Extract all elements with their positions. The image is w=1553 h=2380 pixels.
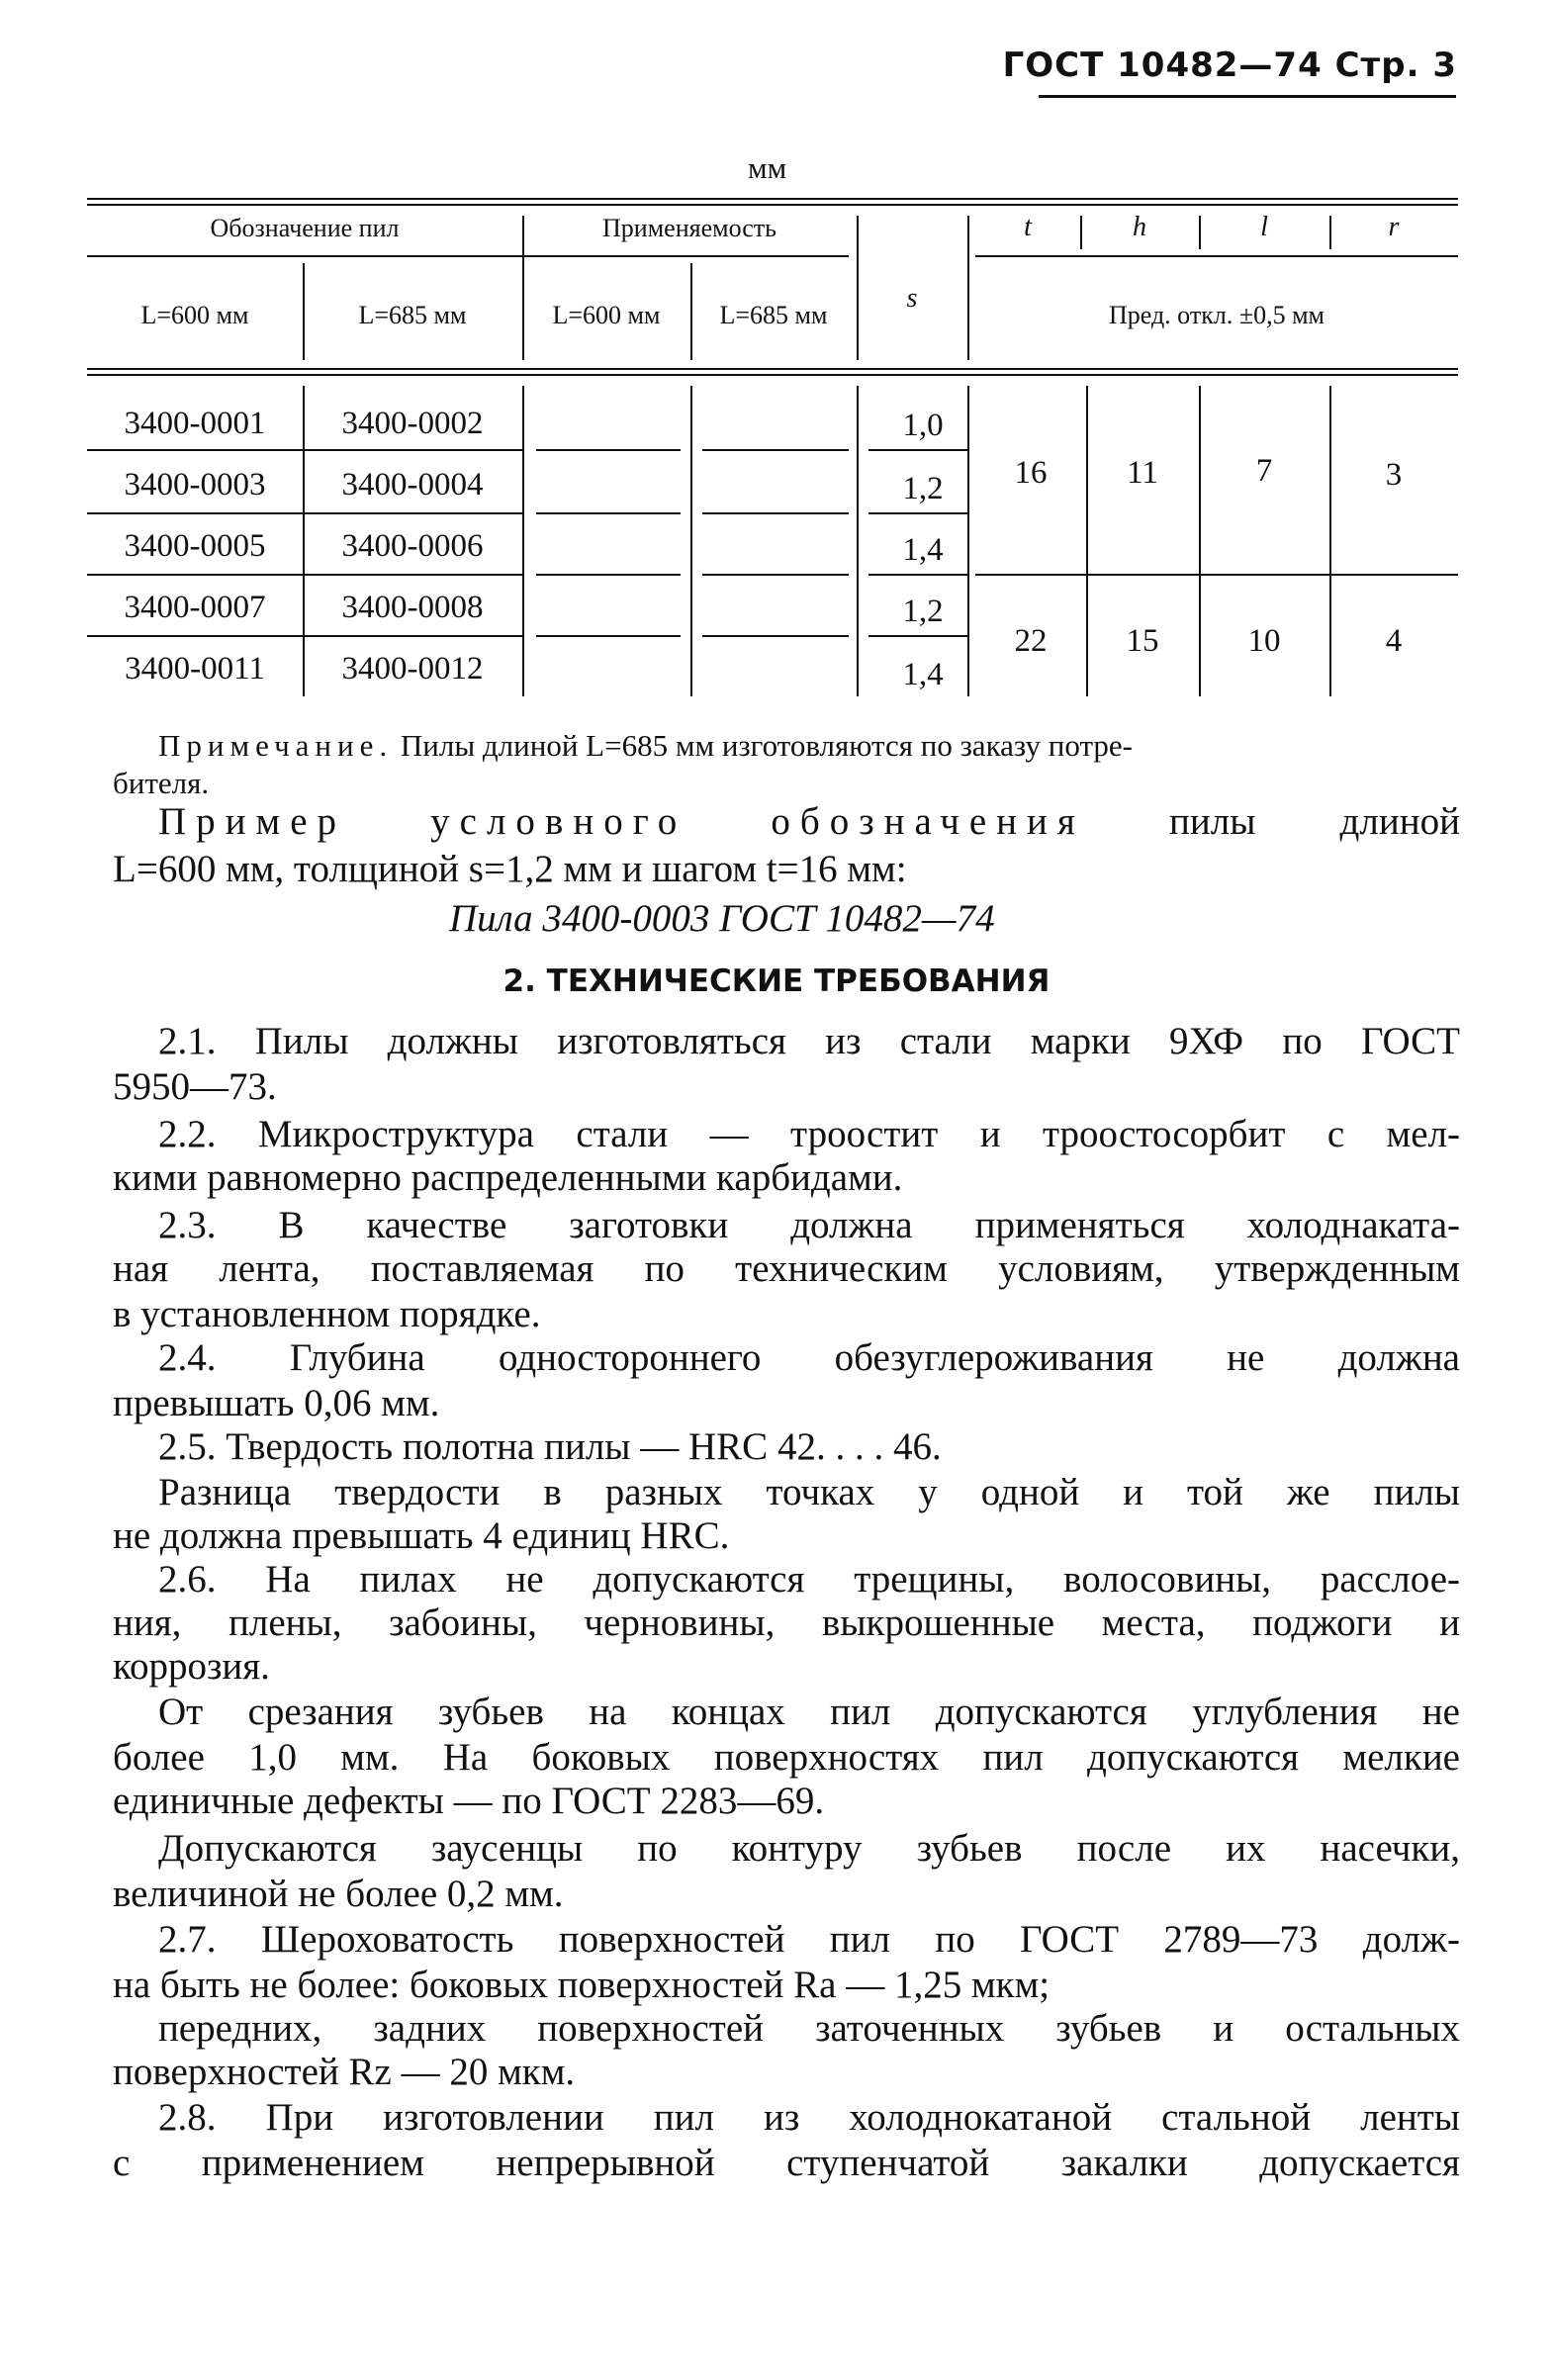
section-line: в установленном порядке. [113, 1293, 541, 1335]
table-rule [87, 204, 1458, 206]
table-rule [702, 574, 849, 576]
table-rule [536, 449, 681, 451]
cell-l600: 3400-0003 [124, 467, 266, 503]
cell-l685: 3400-0012 [341, 651, 484, 687]
section-line: 2.8. При изготовлении пил из холоднокатаной стальной ленты [158, 2096, 1460, 2139]
table-rule [536, 635, 681, 637]
section-line: 2.7. Шероховатость поверхностей пил по ГОСТ 2789—73 долж- [158, 1918, 1460, 1961]
table-rule [702, 635, 849, 637]
section-line: ная лента, поставляемая по техническим условиям, утвержденным [113, 1247, 1460, 1290]
table-rule [690, 386, 692, 696]
section-line: ния, плены, забоины, черновины, выкрошенные места, поджоги и [113, 1602, 1460, 1644]
section-line: 2.3. В качестве заготовки должна применяться холоднаката- [158, 1204, 1460, 1246]
cell-l: 10 [1247, 623, 1281, 659]
table-rule [868, 449, 967, 451]
section-line: кими равномерно распределенными карбидами. [113, 1156, 903, 1199]
section-heading: 2. ТЕХНИЧЕСКИЕ ТРЕБОВАНИЯ [502, 963, 1051, 999]
section-line: коррозия. [113, 1645, 270, 1688]
header-t: t [1024, 212, 1032, 242]
table-rule [868, 574, 967, 576]
section-line: 2.4. Глубина одностороннего обезуглероживания не должна [158, 1336, 1460, 1379]
cell-s: 1,0 [902, 408, 944, 443]
example-word: длиной [1339, 800, 1460, 843]
cell-s: 1,4 [902, 657, 944, 692]
table-rule [536, 512, 681, 514]
section-line: не должна превышать 4 единиц HRC. [113, 1514, 730, 1557]
table-rule [305, 635, 522, 637]
table-rule [868, 635, 967, 637]
section-line: От срезания зубьев на концах пил допускаются углубления не [158, 1691, 1460, 1733]
cell-l685: 3400-0004 [341, 467, 484, 503]
table-rule [87, 368, 1458, 370]
note-line-2: бителя. [113, 766, 210, 800]
header-tolerance: Пред. откл. ±0,5 мм [1108, 301, 1325, 329]
section-line: 5950—73. [113, 1065, 277, 1108]
cell-s: 1,2 [902, 471, 944, 506]
section-line: с применением непрерывной ступенчатой закалки допускается [113, 2142, 1460, 2184]
table-rule [975, 574, 1458, 576]
section-line: 2.1. Пилы должны изготовляться из стали марки 9ХФ по ГОСТ [158, 1020, 1460, 1062]
table-rule [87, 198, 1458, 200]
table-rule [702, 512, 849, 514]
table-rule [868, 512, 967, 514]
section-line: на быть не более: боковых поверхностей Ra — 1,25 мкм; [113, 1964, 1051, 2006]
cell-l685: 3400-0006 [341, 528, 484, 564]
cell-r: 4 [1385, 623, 1403, 659]
table-rule [87, 635, 303, 637]
header-l685: L=685 мм [358, 301, 467, 329]
table-rule [975, 255, 1458, 257]
saw-dimensions-table [87, 198, 1458, 704]
cell-l685: 3400-0002 [341, 406, 484, 441]
cell-l600: 3400-0011 [125, 651, 265, 687]
page-header: ГОСТ 10482—74 Стр. 3 [1002, 46, 1457, 85]
cell-l600: 3400-0007 [124, 590, 266, 625]
section-line: 2.5. Твердость полотна пилы — HRC 42. . . . 46. [158, 1425, 942, 1468]
example-designation: Пила 3400-0003 ГОСТ 10482—74 [449, 897, 995, 940]
section-line: Допускаются заусенцы по контуру зубьев после их насечки, [158, 1827, 1460, 1870]
cell-l685: 3400-0008 [341, 590, 484, 625]
header-l600: L=600 мм [140, 301, 249, 329]
section-line: поверхностей Rz — 20 мкм. [113, 2051, 576, 2093]
section-line: единичные дефекты — по ГОСТ 2283—69. [113, 1780, 825, 1822]
table-note [158, 728, 1460, 764]
section-line: более 1,0 мм. На боковых поверхностях пил допускаются мелкие [113, 1736, 1460, 1779]
table-rule [967, 386, 969, 696]
table-rule [857, 386, 859, 696]
example-line-2: L=600 мм, толщиной s=1,2 мм и шагом t=16 мм: [113, 848, 907, 890]
example-word: Пример [158, 800, 347, 843]
cell-t: 16 [1014, 455, 1048, 491]
example-line-1 [158, 799, 1460, 845]
table-rule [967, 216, 969, 360]
header-rule [1039, 95, 1456, 98]
table-rule [87, 374, 1458, 376]
header-h: h [1133, 212, 1146, 242]
header-s: s [906, 283, 918, 314]
table-unit: мм [748, 150, 787, 185]
example-word: обозначения [771, 800, 1085, 843]
table-rule [522, 386, 524, 696]
table-rule [305, 512, 522, 514]
cell-h: 15 [1126, 623, 1159, 659]
header-applicability-l600: L=600 мм [552, 301, 661, 329]
table-rule [87, 512, 303, 514]
cell-l600: 3400-0001 [124, 406, 266, 441]
header-designation: Обозначение пил [210, 214, 400, 242]
section-line: 2.2. Микроструктура стали — троостит и троостосорбит с мел- [158, 1113, 1460, 1155]
note-line-1: Пилы длиной L=685 мм изготовляются по заказу потре- [400, 728, 1133, 763]
header-applicability: Применяемость [602, 214, 776, 242]
note-label: Примечание. [158, 728, 394, 763]
table-rule [702, 449, 849, 451]
table-rule [87, 574, 303, 576]
header-r: r [1388, 212, 1400, 242]
table-rule [87, 255, 849, 257]
cell-l600: 3400-0005 [124, 528, 266, 564]
example-word: пилы [1168, 800, 1256, 843]
table-rule [305, 449, 522, 451]
section-line: передних, задних поверхностей заточенных зубьев и остальных [158, 2007, 1460, 2050]
header-applicability-l685: L=685 мм [719, 301, 828, 329]
example-word: условного [430, 800, 687, 843]
table-rule [305, 574, 522, 576]
section-line: превышать 0,06 мм. [113, 1382, 440, 1424]
cell-r: 3 [1385, 457, 1403, 493]
section-line: величиной не более 0,2 мм. [113, 1873, 564, 1915]
section-line: 2.6. На пилах не допускаются трещины, волосовины, расслое- [158, 1558, 1460, 1601]
cell-l: 7 [1255, 453, 1273, 489]
table-rule [536, 574, 681, 576]
header-l: l [1260, 212, 1268, 242]
cell-s: 1,2 [902, 594, 944, 629]
table-rule [87, 449, 303, 451]
section-line: Разница твердости в разных точках у одной и той же пилы [158, 1471, 1460, 1513]
cell-h: 11 [1127, 455, 1158, 491]
cell-t: 22 [1014, 623, 1048, 659]
cell-s: 1,4 [902, 532, 944, 568]
